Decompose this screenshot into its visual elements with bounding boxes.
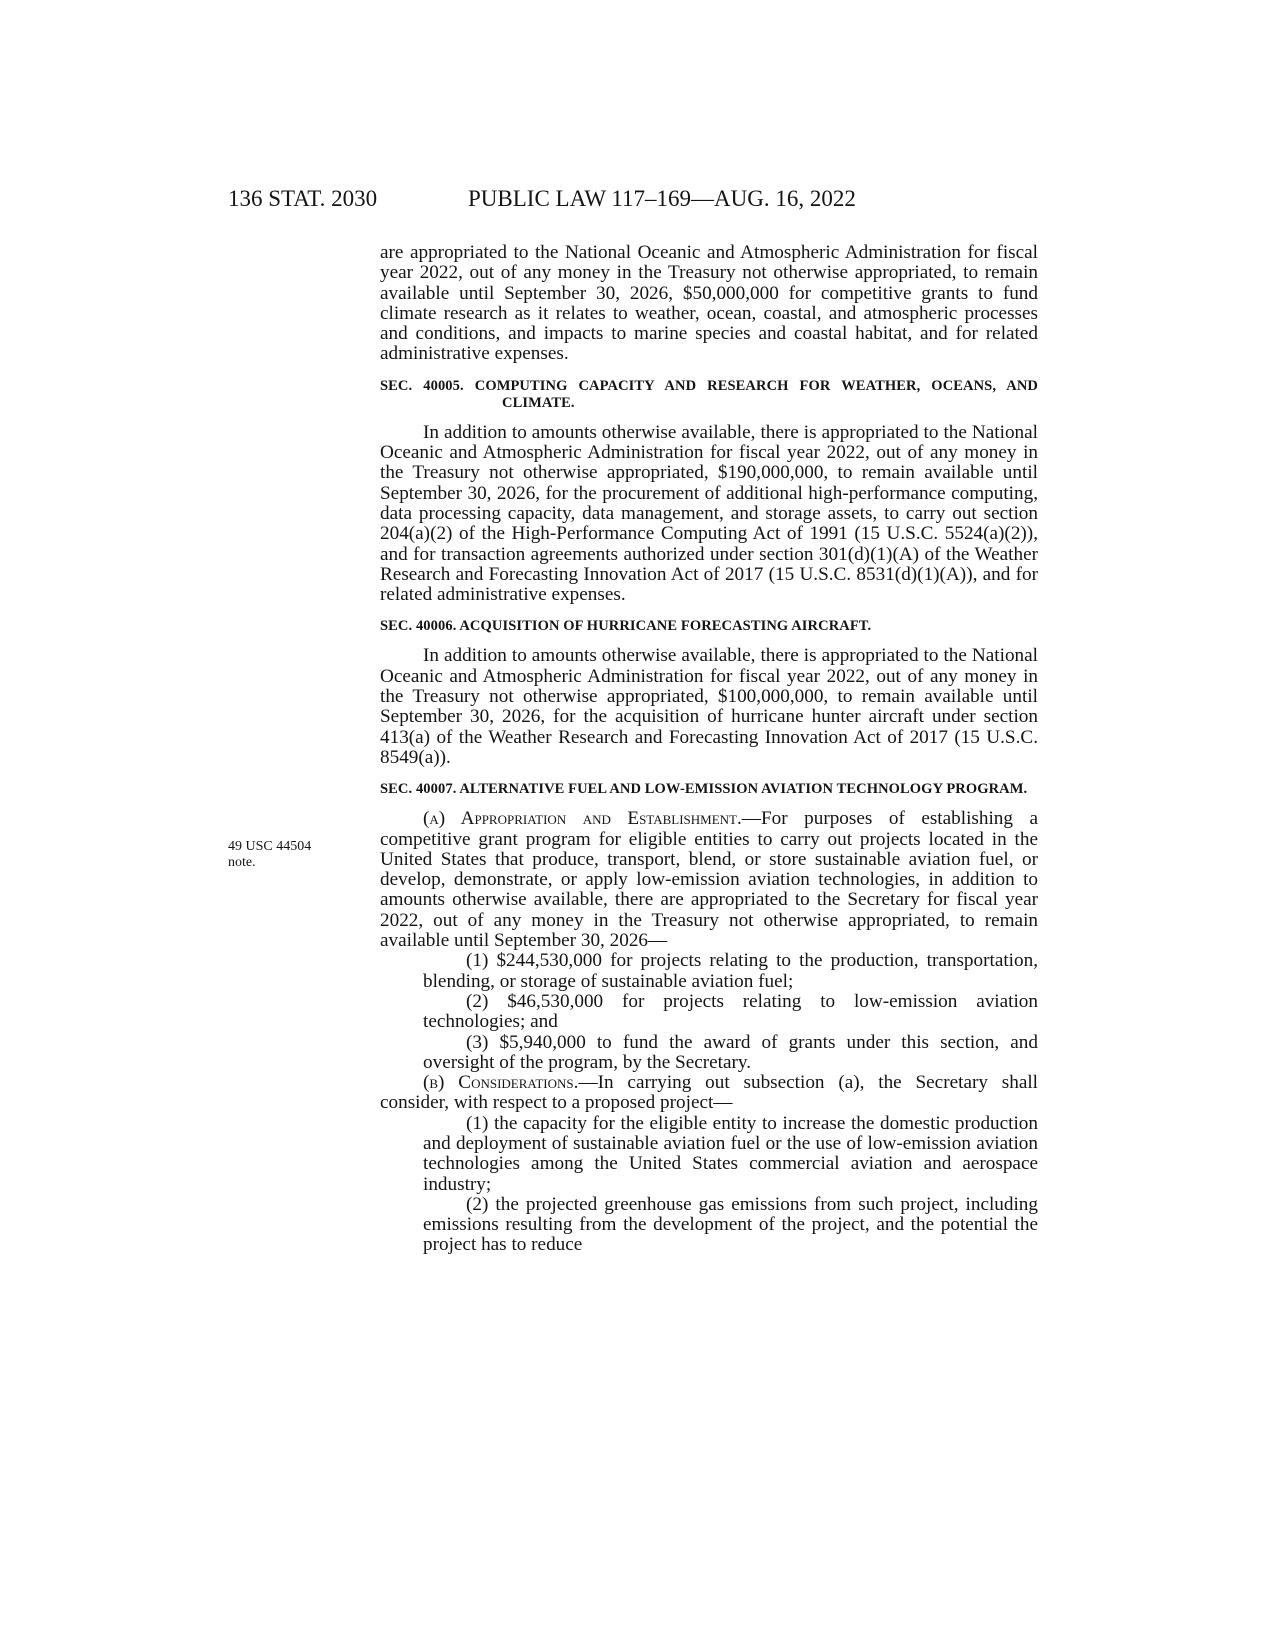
subsection-a-item: (1) $244,530,000 for projects relating to the production, transportation, blending, or storage of sustainable aviation fuel; (423, 950, 1038, 992)
margin-note-line: 49 USC 44504 (228, 839, 312, 854)
page-number: 136 STAT. 2030 (228, 186, 378, 211)
section-heading-40006: SEC. 40006. ACQUISITION OF HURRICANE FORECASTING AIRCRAFT. (380, 618, 872, 635)
section-40005-text: In addition to amounts otherwise available, there is appropriated to the National Oceanic and Atmospheric Administration for fiscal year 2022, out of any money in the Treasury not otherwise appropriated, $190,000,000, to remain available until September 30, 2026, for the procurement of additional high-performance computing, data processing capacity, data management, and storage assets, to carry out section 204(a)(2) of the High-Performance Computing Act of 1991 (15 U.S.C. 5524(a)(2)), and for transaction agreements authorized under section 301(d)(1)(A) of the Weather Research and Forecasting Innovation Act of 2017 (15 U.S.C. 8531(d)(1)(A)), and for related administrative expenses. (380, 421, 1038, 606)
margin-note (228, 839, 311, 871)
continuation-paragraph: are appropriated to the National Oceanic and Atmospheric Administration for fiscal year 2022, out of any money in the Treasury not otherwise appropriated, to remain available until September 30, 2026, $50,000,000 for competitive grants to fund climate research as it relates to weather, ocean, coastal, and atmospheric processes and conditions, and impacts to marine species and coastal habitat, and for related administrative expenses. (380, 242, 1038, 365)
subsection-a-item: (3) $5,940,000 to fund the award of grants under this section, and oversight of the program, by the Secretary. (423, 1031, 1038, 1073)
subsection-a-text: —For purposes of establishing a competitive grant program for eligible entities to carry out projects located in the United States that produce, transport, blend, or store sustainable aviation fuel, or develop, demonstrate, or apply low-emission aviation technologies, in addition to amounts otherwise available, there are appropriated to the Secretary for fiscal year 2022, out of any money in the Treasury not otherwise appropriated, to remain available until September 30, 2026— (380, 808, 1039, 952)
subsection-a-label: (a) Appropriation and Establishment. (423, 808, 742, 830)
document-body (380, 243, 1038, 1256)
subsection-b-label: (b) Considerations. (423, 1072, 579, 1094)
section-40006-text: In addition to amounts otherwise available, there is appropriated to the National Oceanic and Atmospheric Administration for fiscal year 2022, out of any money in the Treasury not otherwise appropriated, $100,000,000, to remain available until September 30, 2026, for the acquisition of hurricane hunter aircraft under section 413(a) of the Weather Research and Forecasting Innovation Act of 2017 (15 U.S.C. 8549(a)). (380, 645, 1038, 768)
section-heading-40005: SEC. 40005. COMPUTING CAPACITY AND RESEARCH FOR WEATHER, OCEANS, AND CLIMATE. (380, 377, 1038, 411)
subsection-b (380, 1073, 1038, 1114)
running-title: PUBLIC LAW 117–169—AUG. 16, 2022 (468, 186, 856, 211)
subsection-b-item: (2) the projected greenhouse gas emissions from such project, including emissions resulting from the development of the project, and the potential the project has to reduce (423, 1193, 1038, 1256)
subsection-a (380, 809, 1038, 951)
subsection-b-text: —In carrying out subsection (a), the Secretary shall consider, with respect to a proposed project— (380, 1072, 1038, 1114)
margin-note-line: note. (228, 855, 256, 870)
section-heading-40007: SEC. 40007. ALTERNATIVE FUEL AND LOW-EMISSION AVIATION TECHNOLOGY PROGRAM. (380, 781, 1028, 798)
subsection-b-item: (1) the capacity for the eligible entity to increase the domestic production and deployment of sustainable aviation fuel or the use of low-emission aviation technologies among the United States commercial aviation and aerospace industry; (423, 1112, 1038, 1195)
subsection-a-item: (2) $46,530,000 for projects relating to low-emission aviation technologies; and (423, 990, 1038, 1033)
